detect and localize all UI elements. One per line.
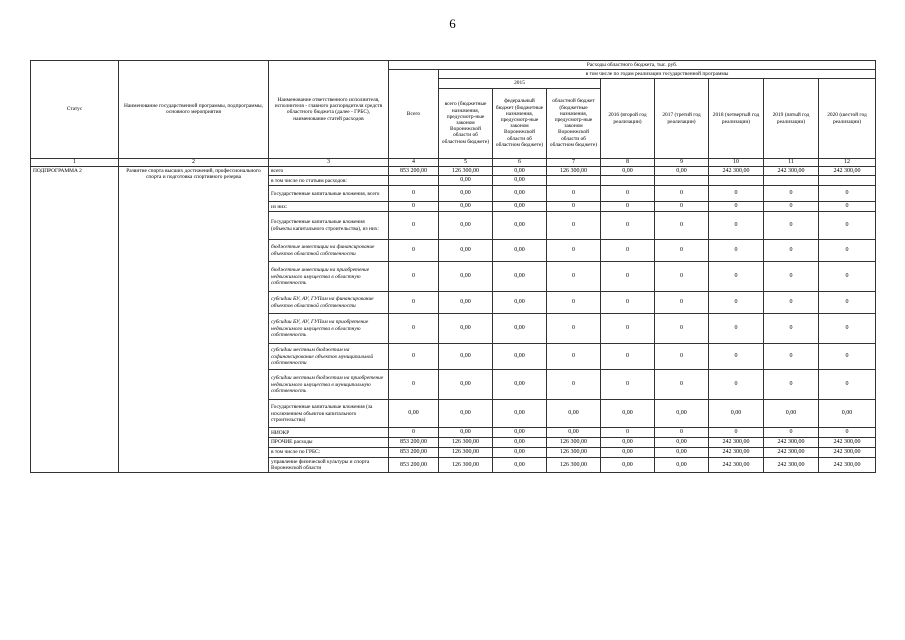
value-cell: 0 <box>601 314 655 344</box>
row-label: субсидии местным бюджетам на софинансирование объектов муниципальной собственности <box>269 344 389 370</box>
row-label: в том числе по ГРБС: <box>269 447 389 457</box>
header-expenses: Расходы областного бюджета, тыс. руб. <box>389 61 876 70</box>
value-cell <box>389 176 439 186</box>
value-cell: 0,00 <box>493 438 547 448</box>
value-cell <box>547 176 601 186</box>
value-cell: 0 <box>655 186 709 202</box>
value-cell: 0 <box>389 292 439 314</box>
value-cell: 0,00 <box>439 262 493 292</box>
value-cell: 0,00 <box>439 202 493 212</box>
value-cell: 242 300,00 <box>709 438 764 448</box>
value-cell <box>819 176 876 186</box>
value-cell: 0 <box>709 314 764 344</box>
budget-table <box>30 60 876 473</box>
value-cell: 0 <box>389 370 439 400</box>
value-cell: 853 200,00 <box>389 447 439 457</box>
value-cell: 0,00 <box>439 400 493 428</box>
value-cell: 0 <box>819 428 876 438</box>
row-label: ПРОЧИЕ расходы <box>269 438 389 448</box>
value-cell: 0 <box>764 314 819 344</box>
value-cell: 0 <box>819 292 876 314</box>
row-label: из них: <box>269 202 389 212</box>
value-cell: 0,00 <box>601 400 655 428</box>
header-executor: Наименование ответственного исполнителя, исполнителя - главного распорядителя средств областного бюджета (далее - ГРБС), наименование статей расходов <box>269 61 389 159</box>
header-total: Всего <box>389 70 439 158</box>
value-cell: 0 <box>547 370 601 400</box>
value-cell: 126 300,00 <box>547 457 601 472</box>
value-cell: 0,00 <box>439 428 493 438</box>
value-cell: 0 <box>547 344 601 370</box>
value-cell: 0,00 <box>439 344 493 370</box>
value-cell: 0,00 <box>655 457 709 472</box>
value-cell: 0 <box>601 262 655 292</box>
value-cell: 0 <box>389 212 439 240</box>
row-label: Государственные капитальные вложения (за исключением объектов капитального строительства) <box>269 400 389 428</box>
value-cell: 0 <box>709 212 764 240</box>
header-program-name: Наименование государственной программы, подпрограммы, основного мероприятия <box>119 61 269 159</box>
row-label: бюджетные инвестиции на финансирование объектов областной собственности <box>269 240 389 262</box>
value-cell: 0,00 <box>655 447 709 457</box>
value-cell: 0,00 <box>709 400 764 428</box>
value-cell: 0,00 <box>601 457 655 472</box>
row-label: бюджетные инвестиции на приобретение недвижимого имущества в областную собственность <box>269 262 389 292</box>
value-cell: 0 <box>819 240 876 262</box>
value-cell: 0 <box>389 202 439 212</box>
col-number: 12 <box>819 158 876 166</box>
value-cell: 0,00 <box>819 400 876 428</box>
value-cell: 0 <box>709 428 764 438</box>
value-cell: 0 <box>655 240 709 262</box>
value-cell: 0 <box>389 314 439 344</box>
value-cell: 0 <box>709 202 764 212</box>
value-cell: 126 300,00 <box>547 166 601 176</box>
program-name-cell: Развитие спорта высших достижений, профессионального спорта и подготовка спортивного резерва <box>119 166 269 473</box>
value-cell: 242 300,00 <box>709 457 764 472</box>
value-cell: 242 300,00 <box>709 447 764 457</box>
col-number: 6 <box>493 158 547 166</box>
value-cell: 0 <box>709 344 764 370</box>
value-cell: 0,00 <box>493 370 547 400</box>
row-label: Государственные капитальные вложения (объекты капитального строительства), из них: <box>269 212 389 240</box>
value-cell: 126 300,00 <box>439 457 493 472</box>
value-cell: 126 300,00 <box>547 438 601 448</box>
col-number: 10 <box>709 158 764 166</box>
header-by-year: в том числе по годам реализации государственной программы <box>439 70 876 79</box>
value-cell: 242 300,00 <box>819 438 876 448</box>
header-2020: 2020 (шестой год реализации) <box>819 79 876 158</box>
value-cell: 0 <box>819 212 876 240</box>
value-cell: 0,00 <box>601 166 655 176</box>
value-cell: 0 <box>819 262 876 292</box>
value-cell: 0 <box>655 344 709 370</box>
value-cell: 242 300,00 <box>764 438 819 448</box>
col-number: 2 <box>119 158 269 166</box>
value-cell: 0,00 <box>439 176 493 186</box>
value-cell: 0,00 <box>439 292 493 314</box>
value-cell: 0 <box>389 262 439 292</box>
row-label: в том числе по статьям расходов: <box>269 176 389 186</box>
value-cell: 0 <box>655 428 709 438</box>
value-cell: 0,00 <box>547 400 601 428</box>
value-cell: 242 300,00 <box>819 457 876 472</box>
value-cell: 0,00 <box>439 370 493 400</box>
value-cell: 242 300,00 <box>709 166 764 176</box>
value-cell: 0 <box>389 186 439 202</box>
col-number: 1 <box>31 158 119 166</box>
value-cell: 0 <box>819 370 876 400</box>
value-cell: 0,00 <box>493 344 547 370</box>
value-cell: 0 <box>547 186 601 202</box>
value-cell: 0 <box>655 212 709 240</box>
value-cell: 0 <box>655 314 709 344</box>
value-cell: 0 <box>764 212 819 240</box>
value-cell: 0 <box>764 202 819 212</box>
value-cell: 0 <box>819 344 876 370</box>
value-cell <box>601 176 655 186</box>
value-cell: 0 <box>764 370 819 400</box>
value-cell: 0,00 <box>547 428 601 438</box>
value-cell: 0,00 <box>493 457 547 472</box>
value-cell: 0,00 <box>439 186 493 202</box>
col-number: 3 <box>269 158 389 166</box>
value-cell: 0 <box>764 240 819 262</box>
row-label: управление физической культуры и спорта Воронежской области <box>269 457 389 472</box>
value-cell: 0 <box>389 240 439 262</box>
value-cell: 0,00 <box>439 240 493 262</box>
value-cell: 126 300,00 <box>439 447 493 457</box>
value-cell: 0,00 <box>493 262 547 292</box>
row-label: субсидии БУ, АУ, ГУПам на финансирование объектов областной собственности <box>269 292 389 314</box>
header-2015-regional: областной бюджет (бюджетные назначения, предусмотр-ные законом Воронежской области об областном бюджете) <box>547 88 601 158</box>
table-row <box>31 166 876 176</box>
value-cell: 0 <box>764 186 819 202</box>
header-2017: 2017 (третий год реализации) <box>655 79 709 158</box>
col-number: 9 <box>655 158 709 166</box>
value-cell: 0 <box>547 212 601 240</box>
value-cell: 0 <box>601 240 655 262</box>
value-cell: 242 300,00 <box>819 447 876 457</box>
value-cell: 0 <box>389 344 439 370</box>
row-label: всего <box>269 166 389 176</box>
col-number: 7 <box>547 158 601 166</box>
row-label: субсидии местным бюджетам на приобретение недвижимого имущества в муниципальную собственность <box>269 370 389 400</box>
header-year-2015: 2015 <box>439 79 601 88</box>
col-number: 8 <box>601 158 655 166</box>
value-cell: 0,00 <box>764 400 819 428</box>
value-cell: 0 <box>389 428 439 438</box>
value-cell: 0 <box>819 186 876 202</box>
value-cell: 0 <box>655 202 709 212</box>
value-cell <box>764 176 819 186</box>
value-cell: 0,00 <box>493 186 547 202</box>
value-cell: 0,00 <box>493 428 547 438</box>
value-cell: 0 <box>655 370 709 400</box>
value-cell: 126 300,00 <box>547 447 601 457</box>
col-number: 5 <box>439 158 493 166</box>
value-cell: 0,00 <box>493 292 547 314</box>
header-status: Статус <box>31 61 119 159</box>
value-cell: 0,00 <box>439 314 493 344</box>
value-cell: 0,00 <box>655 400 709 428</box>
value-cell: 0 <box>601 186 655 202</box>
header-2016: 2016 (второй год реализации) <box>601 79 655 158</box>
value-cell: 0,00 <box>493 400 547 428</box>
value-cell <box>655 176 709 186</box>
col-number: 4 <box>389 158 439 166</box>
column-numbers-row <box>31 158 876 166</box>
value-cell: 853 200,00 <box>389 166 439 176</box>
header-2018: 2018 (четвертый год реализации) <box>709 79 764 158</box>
value-cell: 126 300,00 <box>439 166 493 176</box>
value-cell: 0 <box>601 370 655 400</box>
value-cell: 242 300,00 <box>819 166 876 176</box>
value-cell <box>709 176 764 186</box>
value-cell: 0 <box>819 202 876 212</box>
value-cell: 0,00 <box>439 212 493 240</box>
status-cell: ПОДПРОГРАММА 2 <box>31 166 119 473</box>
value-cell: 0,00 <box>493 176 547 186</box>
value-cell: 0 <box>601 344 655 370</box>
value-cell: 0,00 <box>655 166 709 176</box>
col-number: 11 <box>764 158 819 166</box>
value-cell: 0 <box>709 292 764 314</box>
value-cell: 0,00 <box>493 314 547 344</box>
value-cell: 853 200,00 <box>389 457 439 472</box>
value-cell: 0 <box>655 262 709 292</box>
value-cell: 0 <box>601 292 655 314</box>
value-cell: 0 <box>601 212 655 240</box>
value-cell: 0,00 <box>493 202 547 212</box>
value-cell: 0 <box>601 202 655 212</box>
value-cell: 0 <box>764 344 819 370</box>
value-cell: 242 300,00 <box>764 447 819 457</box>
row-label: Государственные капитальные вложения, всего <box>269 186 389 202</box>
value-cell: 0 <box>819 314 876 344</box>
value-cell: 0 <box>709 262 764 292</box>
value-cell: 0 <box>547 292 601 314</box>
value-cell: 0,00 <box>493 166 547 176</box>
value-cell: 0 <box>601 428 655 438</box>
value-cell: 0 <box>547 240 601 262</box>
value-cell: 0 <box>764 262 819 292</box>
value-cell: 0 <box>764 292 819 314</box>
value-cell: 0 <box>709 186 764 202</box>
value-cell: 0 <box>655 292 709 314</box>
value-cell: 0,00 <box>601 438 655 448</box>
row-label: субсидии БУ, АУ, ГУПам на приобретение недвижимого имущества в областную собственность <box>269 314 389 344</box>
value-cell: 0 <box>709 240 764 262</box>
value-cell: 0,00 <box>493 212 547 240</box>
value-cell: 0,00 <box>493 447 547 457</box>
value-cell: 0,00 <box>601 447 655 457</box>
value-cell: 0,00 <box>389 400 439 428</box>
value-cell: 0 <box>709 370 764 400</box>
value-cell: 0,00 <box>655 438 709 448</box>
value-cell: 242 300,00 <box>764 166 819 176</box>
value-cell: 0,00 <box>493 240 547 262</box>
header-2015-federal: федеральный бюджет (бюджетные назначения, предусмотр-ные законом Воронежской области об областном бюджете) <box>493 88 547 158</box>
row-label: НИОКР <box>269 428 389 438</box>
value-cell: 853 200,00 <box>389 438 439 448</box>
header-2019: 2019 (пятый год реализации) <box>764 79 819 158</box>
value-cell: 126 300,00 <box>439 438 493 448</box>
value-cell: 0 <box>547 202 601 212</box>
page-number: 6 <box>449 16 456 31</box>
value-cell: 0 <box>547 262 601 292</box>
value-cell: 0 <box>764 428 819 438</box>
header-2015-total: всего (бюджетные назначения, предусмотр-ные законом Воронежской области об областном бюджете) <box>439 88 493 158</box>
value-cell: 242 300,00 <box>764 457 819 472</box>
value-cell: 0 <box>547 314 601 344</box>
